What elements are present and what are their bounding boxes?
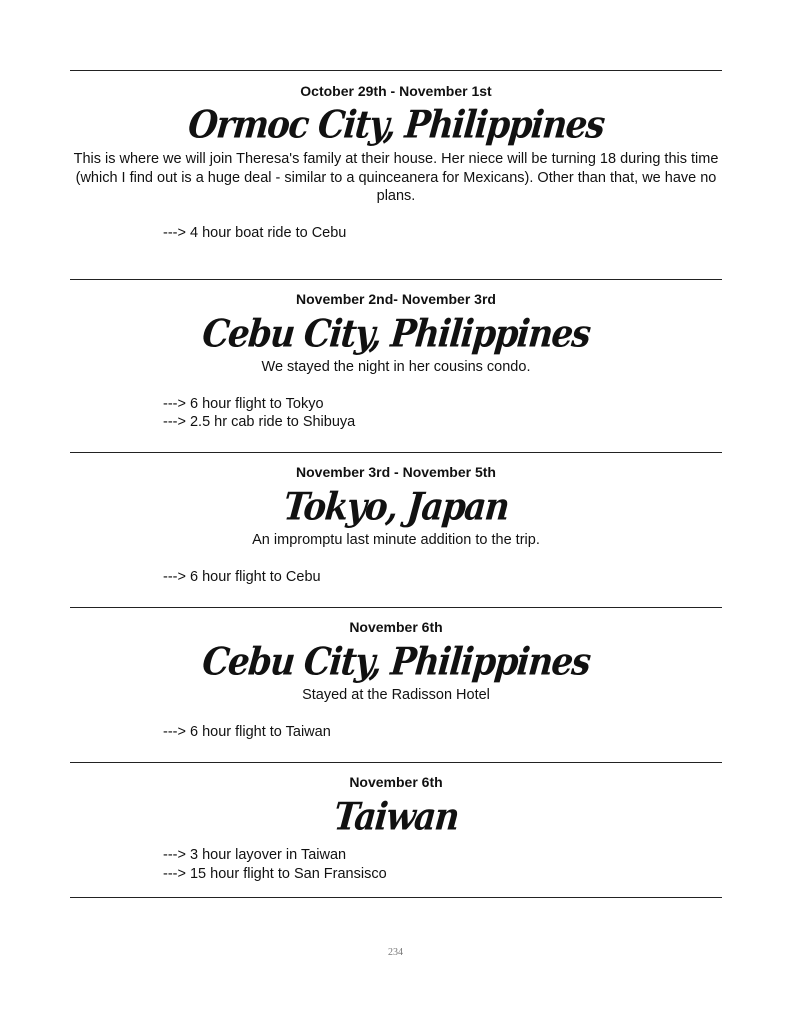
travel-legs-list <box>70 846 722 883</box>
itinerary-page <box>70 70 722 898</box>
travel-legs-list <box>70 723 722 742</box>
itinerary-section-taiwan <box>70 762 722 898</box>
section-place-title: Ormoc City, Philippines <box>186 102 606 148</box>
travel-leg: ---> 6 hour flight to Tokyo <box>163 395 324 412</box>
section-place-title: Cebu City, Philippines <box>200 639 592 685</box>
section-date: October 29th - November 1st <box>300 83 492 99</box>
page-number: 234 <box>388 947 403 958</box>
section-place-title: Taiwan <box>331 794 461 840</box>
travel-legs-list <box>70 395 722 432</box>
section-place-title: Cebu City, Philippines <box>200 311 592 357</box>
section-date: November 6th <box>349 619 443 635</box>
travel-leg: ---> 4 hour boat ride to Cebu <box>163 224 347 241</box>
section-date: November 6th <box>349 774 443 790</box>
section-description: This is where we will join Theresa's family at their house. Her niece will be turning 18 during this time (which I find out is a huge deal - similar to a quinceanera for Mexicans). Other than that, we have no plans. <box>73 151 719 204</box>
travel-leg: ---> 3 hour layover in Taiwan <box>163 847 347 863</box>
itinerary-section-ormoc <box>70 70 722 279</box>
travel-legs-list <box>70 224 722 243</box>
section-description: We stayed the night in her cousins condo. <box>261 359 531 375</box>
itinerary-section-cebu-1 <box>70 279 722 452</box>
section-place-title: Tokyo, Japan <box>281 484 511 530</box>
travel-leg: ---> 6 hour flight to Cebu <box>163 568 321 585</box>
travel-legs-list <box>70 568 722 587</box>
travel-leg: ---> 2.5 hr cab ride to Shibuya <box>163 414 356 430</box>
travel-leg: ---> 15 hour flight to San Fransisco <box>163 865 387 882</box>
itinerary-section-cebu-2 <box>70 607 722 762</box>
section-description: An impromptu last minute addition to the trip. <box>252 532 540 548</box>
itinerary-section-tokyo <box>70 452 722 607</box>
section-date: November 2nd- November 3rd <box>296 291 496 307</box>
section-date: November 3rd - November 5th <box>296 464 496 480</box>
travel-leg: ---> 6 hour flight to Taiwan <box>163 723 331 740</box>
section-description: Stayed at the Radisson Hotel <box>302 687 490 703</box>
